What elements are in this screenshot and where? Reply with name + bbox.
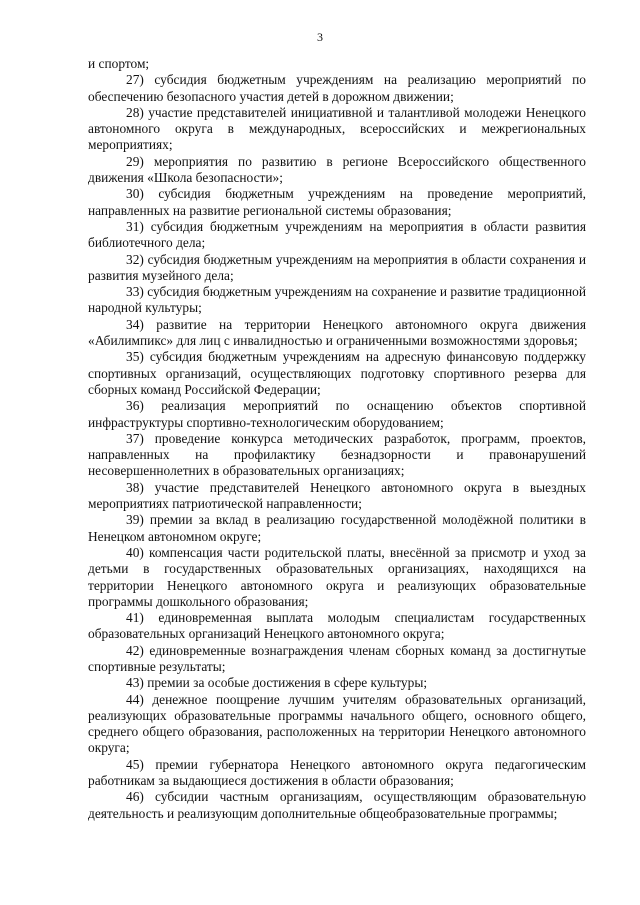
list-item-46: 46) субсидии частным организациям, осуществляющим образовательную деятельность и реализующим дополнительные общеобразовательные программы; (88, 789, 586, 821)
list-item-31: 31) субсидия бюджетным учреждениям на мероприятия в области развития библиотечного дела; (88, 218, 586, 251)
list-item-34: 34) развитие на территории Ненецкого автономного округа движения «Абилимпикс» для лиц с инвалидностью и ограниченными возможностями здоровья; (88, 316, 586, 349)
document-body (88, 56, 586, 822)
list-item-29: 29) мероприятия по развитию в регионе Всероссийского общественного движения «Школа безопасности»; (88, 153, 586, 186)
list-item-28: 28) участие представителей инициативной и талантливой молодежи Ненецкого автономного округа в международных, всероссийских и межрегиональных мероприятиях; (88, 104, 586, 153)
list-item-44: 44) денежное поощрение лучшим учителям образовательных организаций, реализующих образовательные программы начального общего, основного общего, среднего общего образования, расположенных на территории Ненецкого автономного округа; (88, 691, 586, 756)
list-item-37: 37) проведение конкурса методических разработок, программ, проектов, направленных на профилактику безнадзорности и правонарушений несовершеннолетних в образовательных организациях; (88, 430, 586, 479)
list-item-40: 40) компенсация части родительской платы, внесённой за присмотр и уход за детьми в государственных образовательных организациях, находящихся на территории Ненецкого автономного округа и реализующих образовательные программы дошкольного образования; (88, 544, 586, 609)
list-item-42: 42) единовременные вознаграждения членам сборных команд за достигнутые спортивные результаты; (88, 642, 586, 674)
list-item-32: 32) субсидия бюджетным учреждениям на мероприятия в области сохранения и развития музейного дела; (88, 251, 586, 283)
list-item-27: 27) субсидия бюджетным учреждениям на реализацию мероприятий по обеспечению безопасного участия детей в дорожном движении; (88, 72, 586, 104)
list-item-43: 43) премии за особые достижения в сфере культуры; (126, 675, 428, 691)
list-item-45: 45) премии губернатора Ненецкого автономного округа педагогическим работникам за выдающиеся достижения в области образования; (88, 756, 586, 789)
list-item-36: 36) реализация мероприятий по оснащению объектов спортивной инфраструктуры спортивно-технологическим оборудованием; (88, 398, 586, 430)
list-item-41: 41) единовременная выплата молодым специалистам государственных образовательных организаций Ненецкого автономного округа; (88, 610, 586, 642)
list-item-39: 39) премии за вклад в реализацию государственной молодёжной политики в Ненецком автономном округе; (88, 512, 586, 544)
list-item-33: 33) субсидия бюджетным учреждениям на сохранение и развитие традиционной народной культуры; (88, 284, 587, 316)
continuation-line: и спортом; (88, 56, 150, 71)
list-item-38: 38) участие представителей Ненецкого автономного округа в выездных мероприятиях патриотической направленности; (88, 479, 586, 512)
list-item-35: 35) субсидия бюджетным учреждениям на адресную финансовую поддержку спортивных организаций, осуществляющих подготовку спортивного резерва для сборных команд Российской Федерации; (88, 349, 586, 397)
page-number: 3 (317, 30, 323, 44)
list-item-30: 30) субсидия бюджетным учреждениям на проведение мероприятий, направленных на развитие региональной системы образования; (88, 186, 586, 218)
